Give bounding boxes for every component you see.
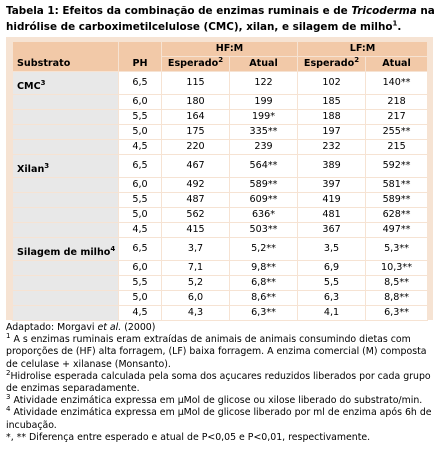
hf-esperado-cell: 180 [162,95,230,110]
col-header-substrato: Substrato [13,42,119,72]
substrate-label [13,72,119,95]
note-1-sup: 1 [6,332,11,341]
note-adapted-italic: et al. [97,322,122,333]
hf-atual-cell: 636* [230,208,298,223]
caption-line2: hidrólise de carboximetilcelulose (CMC), xilan, e silagem de milho [6,21,393,33]
note-2 [6,368,438,395]
ph-cell: 6,5 [119,238,162,261]
table-row [13,223,428,238]
note-3-text: Atividade enzimática expressa em µMol de glicose ou xilose liberado do substrato/min. [10,395,423,407]
ph-cell: 6,0 [119,95,162,110]
col-header-hf-esperado [162,57,230,72]
note-adapted-suffix: (2000) [121,322,156,333]
lf-esperado-cell: 367 [298,223,366,238]
data-table [12,41,428,321]
substrate-name: Xilan [17,164,45,175]
caption-prefix: Tabela 1: Efeitos da combinação de enzimas ruminais e de [6,5,352,17]
table-row [13,110,428,125]
note-2-sup: 2 [6,368,11,377]
table-row [13,125,428,140]
hf-atual-cell: 199 [230,95,298,110]
hf-esperado-cell: 115 [162,72,230,95]
lf-atual-cell: 10,3** [366,261,428,276]
esperado-sup: 2 [218,55,224,64]
hf-esperado-cell: 562 [162,208,230,223]
table-row [13,208,428,223]
hf-atual-cell: 564** [230,155,298,178]
esperado-label: Esperado [167,58,219,69]
hf-esperado-cell: 415 [162,223,230,238]
lf-esperado-cell: 3,5 [298,238,366,261]
substrate-spacer [13,110,119,125]
ph-cell: 5,5 [119,276,162,291]
caption-italic: Tricoderma [351,5,417,17]
substrate-spacer [13,276,119,291]
substrate-spacer [13,291,119,306]
hf-atual-cell: 9,8** [230,261,298,276]
lf-esperado-cell: 5,5 [298,276,366,291]
note-1 [6,334,438,371]
lf-atual-cell: 218 [366,95,428,110]
lf-atual-cell: 628** [366,208,428,223]
substrate-sup: 3 [44,161,50,170]
lf-atual-cell: 581** [366,178,428,193]
hf-esperado-cell: 492 [162,178,230,193]
ph-cell: 6,0 [119,261,162,276]
note-5: *, ** Diferença entre esperado e atual de P<0,05 e P<0,01, respectivamente. [6,431,371,443]
hf-atual-cell: 239 [230,140,298,155]
substrate-label [13,238,119,261]
table-row [13,178,428,193]
lf-atual-cell: 255** [366,125,428,140]
note-3 [6,395,438,407]
lf-atual-cell: 8,8** [366,291,428,306]
lf-esperado-cell: 6,9 [298,261,366,276]
esperado-sup: 2 [354,55,360,64]
ph-cell: 5,0 [119,291,162,306]
lf-esperado-cell: 197 [298,125,366,140]
ph-cell: 5,0 [119,208,162,223]
substrate-spacer [13,193,119,208]
note-4-text: Atividade enzimática expressa em µMol de glicose liberado por ml de enzima após 6h de incubação. [6,407,432,431]
ph-cell: 6,0 [119,178,162,193]
lf-esperado-cell: 188 [298,110,366,125]
lf-esperado-cell: 397 [298,178,366,193]
hf-esperado-cell: 7,1 [162,261,230,276]
lf-esperado-cell: 185 [298,95,366,110]
esperado-label: Esperado [303,58,355,69]
caption-suffix: na [416,5,435,17]
hf-esperado-cell: 3,7 [162,238,230,261]
ph-cell: 4,5 [119,306,162,321]
hf-esperado-cell: 220 [162,140,230,155]
hf-esperado-cell: 6,0 [162,291,230,306]
substrate-label [13,155,119,178]
hf-esperado-cell: 175 [162,125,230,140]
substrate-spacer [13,306,119,321]
lf-esperado-cell: 481 [298,208,366,223]
hf-atual-cell: 122 [230,72,298,95]
substrate-spacer [13,178,119,193]
substrate-spacer [13,208,119,223]
lf-atual-cell: 217 [366,110,428,125]
ph-cell: 6,5 [119,155,162,178]
table-row [13,276,428,291]
lf-esperado-cell: 102 [298,72,366,95]
table-row [13,95,428,110]
lf-atual-cell: 8,5** [366,276,428,291]
hf-esperado-cell: 487 [162,193,230,208]
table-row [13,155,428,178]
caption-sup: 1 [392,19,398,28]
note-1-text: A s enzimas ruminais eram extraídas de animais de animais consumindo dietas com proporções de (HF) alta forragem, (LF) baixa forragem. A enzima comercial (M) composta de celulase + xilanase (Monsanto). [6,334,427,370]
substrate-spacer [13,261,119,276]
hf-atual-cell: 5,2** [230,238,298,261]
lf-esperado-cell: 232 [298,140,366,155]
substrate-sup: 3 [40,78,46,87]
lf-atual-cell: 215 [366,140,428,155]
caption-end: . [397,21,402,33]
table-row [13,72,428,95]
hf-atual-cell: 335** [230,125,298,140]
table-row [13,193,428,208]
ph-cell: 4,5 [119,223,162,238]
substrate-spacer [13,125,119,140]
lf-esperado-cell: 389 [298,155,366,178]
hf-atual-cell: 589** [230,178,298,193]
lf-esperado-cell: 6,3 [298,291,366,306]
lf-atual-cell: 592** [366,155,428,178]
group-header-lf: LF:M [298,42,428,57]
lf-esperado-cell: 4,1 [298,306,366,321]
col-header-lf-atual: Atual [366,57,428,72]
hf-esperado-cell: 4,3 [162,306,230,321]
table-row [13,238,428,261]
lf-atual-cell: 589** [366,193,428,208]
note-adapted [6,322,438,334]
table-notes [6,322,438,444]
substrate-spacer [13,223,119,238]
note-4-sup: 4 [6,405,11,414]
col-header-ph: PH [119,42,162,72]
lf-atual-cell: 497** [366,223,428,238]
col-header-hf-atual: Atual [230,57,298,72]
table-body [13,72,428,321]
group-header-hf: HF:M [162,42,298,57]
table-row [13,261,428,276]
lf-esperado-cell: 419 [298,193,366,208]
note-adapted-prefix: Adaptado: Morgavi [6,322,98,333]
lf-atual-cell: 6,3** [366,306,428,321]
hf-atual-cell: 199* [230,110,298,125]
substrate-sup: 4 [110,244,116,253]
ph-cell: 4,5 [119,140,162,155]
table-row [13,291,428,306]
substrate-name: Silagem de milho [17,247,111,258]
hf-atual-cell: 6,8** [230,276,298,291]
hf-esperado-cell: 5,2 [162,276,230,291]
table-caption [6,3,436,35]
substrate-spacer [13,95,119,110]
table-row [13,306,428,321]
hf-atual-cell: 609** [230,193,298,208]
note-3-sup: 3 [6,393,11,402]
note-2-text: Hidrolise esperada calculada pela soma dos açucares reduzidos liberados por cada grupo de enzimas separadamente. [6,370,431,395]
lf-atual-cell: 5,3** [366,238,428,261]
substrate-spacer [13,140,119,155]
note-4 [6,407,438,431]
ph-cell: 5,0 [119,125,162,140]
table-row [13,140,428,155]
ph-cell: 5,5 [119,193,162,208]
hf-esperado-cell: 164 [162,110,230,125]
ph-cell: 5,5 [119,110,162,125]
hf-atual-cell: 6,3** [230,306,298,321]
hf-esperado-cell: 467 [162,155,230,178]
ph-cell: 6,5 [119,72,162,95]
hf-atual-cell: 8,6** [230,291,298,306]
col-header-lf-esperado [298,57,366,72]
hf-atual-cell: 503** [230,223,298,238]
substrate-name: CMC [17,81,41,92]
lf-atual-cell: 140** [366,72,428,95]
